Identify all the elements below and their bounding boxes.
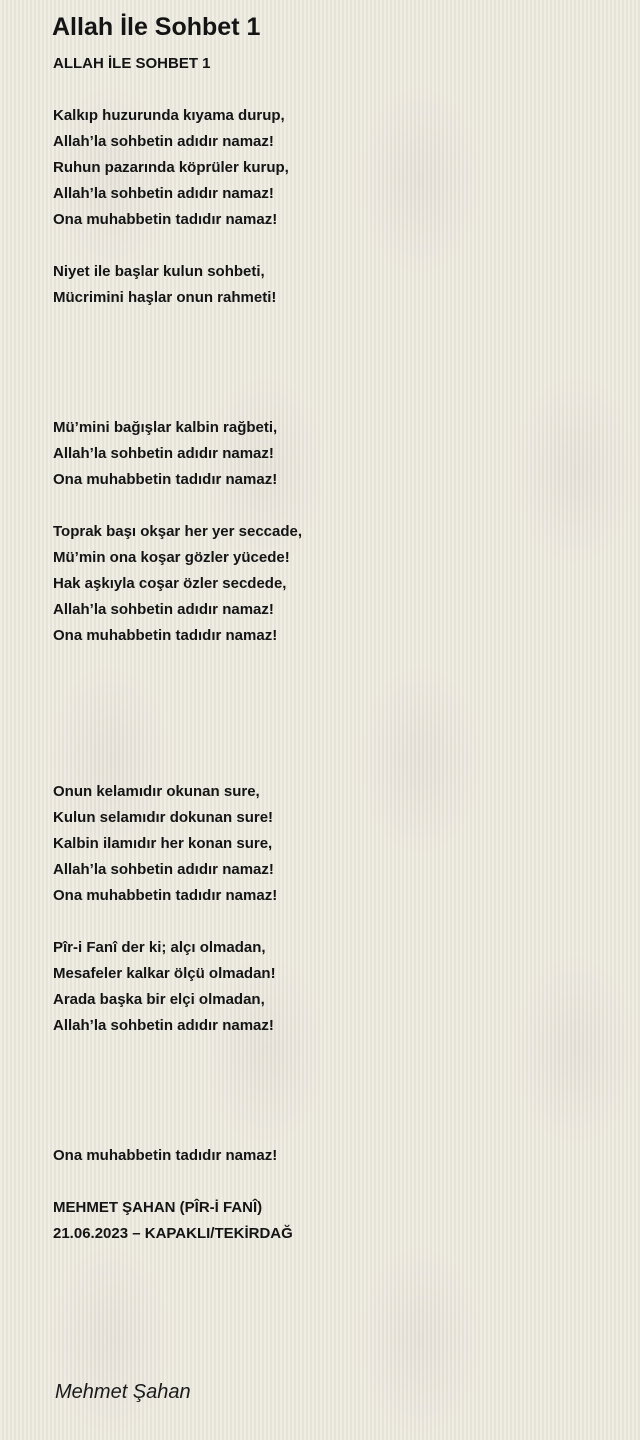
blank-line (53, 701, 613, 727)
poem-line: Ona muhabbetin tadıdır namaz! (53, 1147, 278, 1164)
poem-line: Niyet ile başlar kulun sohbeti, (53, 263, 265, 280)
blank-line (53, 1117, 613, 1143)
poem-line: Allah’la sohbetin adıdır namaz! (53, 861, 274, 878)
poem-line: Arada başka bir elçi olmadan, (53, 991, 265, 1008)
poem-line: Mücrimini haşlar onun rahmeti! (53, 289, 277, 306)
blank-line (53, 1065, 613, 1091)
blank-line (53, 493, 613, 519)
poem-line: Kulun selamıdır dokunan sure! (53, 809, 274, 826)
date-location: 21.06.2023 – KAPAKLI/TEKİRDAĞ (53, 1225, 293, 1242)
poem-line: Kalkıp huzurunda kıyama durup, (53, 107, 285, 124)
blank-line (53, 675, 613, 701)
poem-line: Allah’la sohbetin adıdır namaz! (53, 185, 274, 202)
poem-line: Allah’la sohbetin adıdır namaz! (53, 445, 274, 462)
poem-line: Allah’la sohbetin adıdır namaz! (53, 133, 274, 150)
blank-line (53, 77, 613, 103)
poem-line: Ona muhabbetin tadıdır namaz! (53, 887, 278, 904)
poem-line: Ona muhabbetin tadıdır namaz! (53, 627, 278, 644)
page-title: Allah İle Sohbet 1 (52, 13, 261, 41)
poem-line: Pîr-i Fanî der ki; alçı olmadan, (53, 939, 266, 956)
blank-line (53, 649, 613, 675)
poem-line: Mü’min ona koşar gözler yücede! (53, 549, 290, 566)
blank-line (53, 337, 613, 363)
blank-line (53, 753, 613, 779)
poem-line: Allah’la sohbetin adıdır namaz! (53, 1017, 274, 1034)
poem-body (53, 51, 613, 1247)
blank-line (53, 1169, 613, 1195)
poem-heading: ALLAH İLE SOHBET 1 (53, 55, 211, 72)
blank-line (53, 1091, 613, 1117)
poem-line: Mesafeler kalkar ölçü olmadan! (53, 965, 276, 982)
poem-line: Toprak başı okşar her yer seccade, (53, 523, 303, 540)
author-credit: MEHMET ŞAHAN (PÎR-İ FANÎ) (53, 1199, 263, 1216)
poem-line: Ruhun pazarında köprüler kurup, (53, 159, 289, 176)
blank-line (53, 909, 613, 935)
blank-line (53, 727, 613, 753)
blank-line (53, 233, 613, 259)
blank-line (53, 311, 613, 337)
poem-line: Onun kelamıdır okunan sure, (53, 783, 260, 800)
poem-line: Ona muhabbetin tadıdır namaz! (53, 471, 278, 488)
poem-line: Hak aşkıyla coşar özler secdede, (53, 575, 287, 592)
poem-line: Allah’la sohbetin adıdır namaz! (53, 601, 274, 618)
poem-line: Ona muhabbetin tadıdır namaz! (53, 211, 278, 228)
blank-line (53, 363, 613, 389)
blank-line (53, 1039, 613, 1065)
poem-line: Mü’mini bağışlar kalbin rağbeti, (53, 419, 278, 436)
blank-line (53, 389, 613, 415)
poem-line: Kalbin ilamıdır her konan sure, (53, 835, 273, 852)
author-signature: Mehmet Şahan (55, 1381, 191, 1403)
